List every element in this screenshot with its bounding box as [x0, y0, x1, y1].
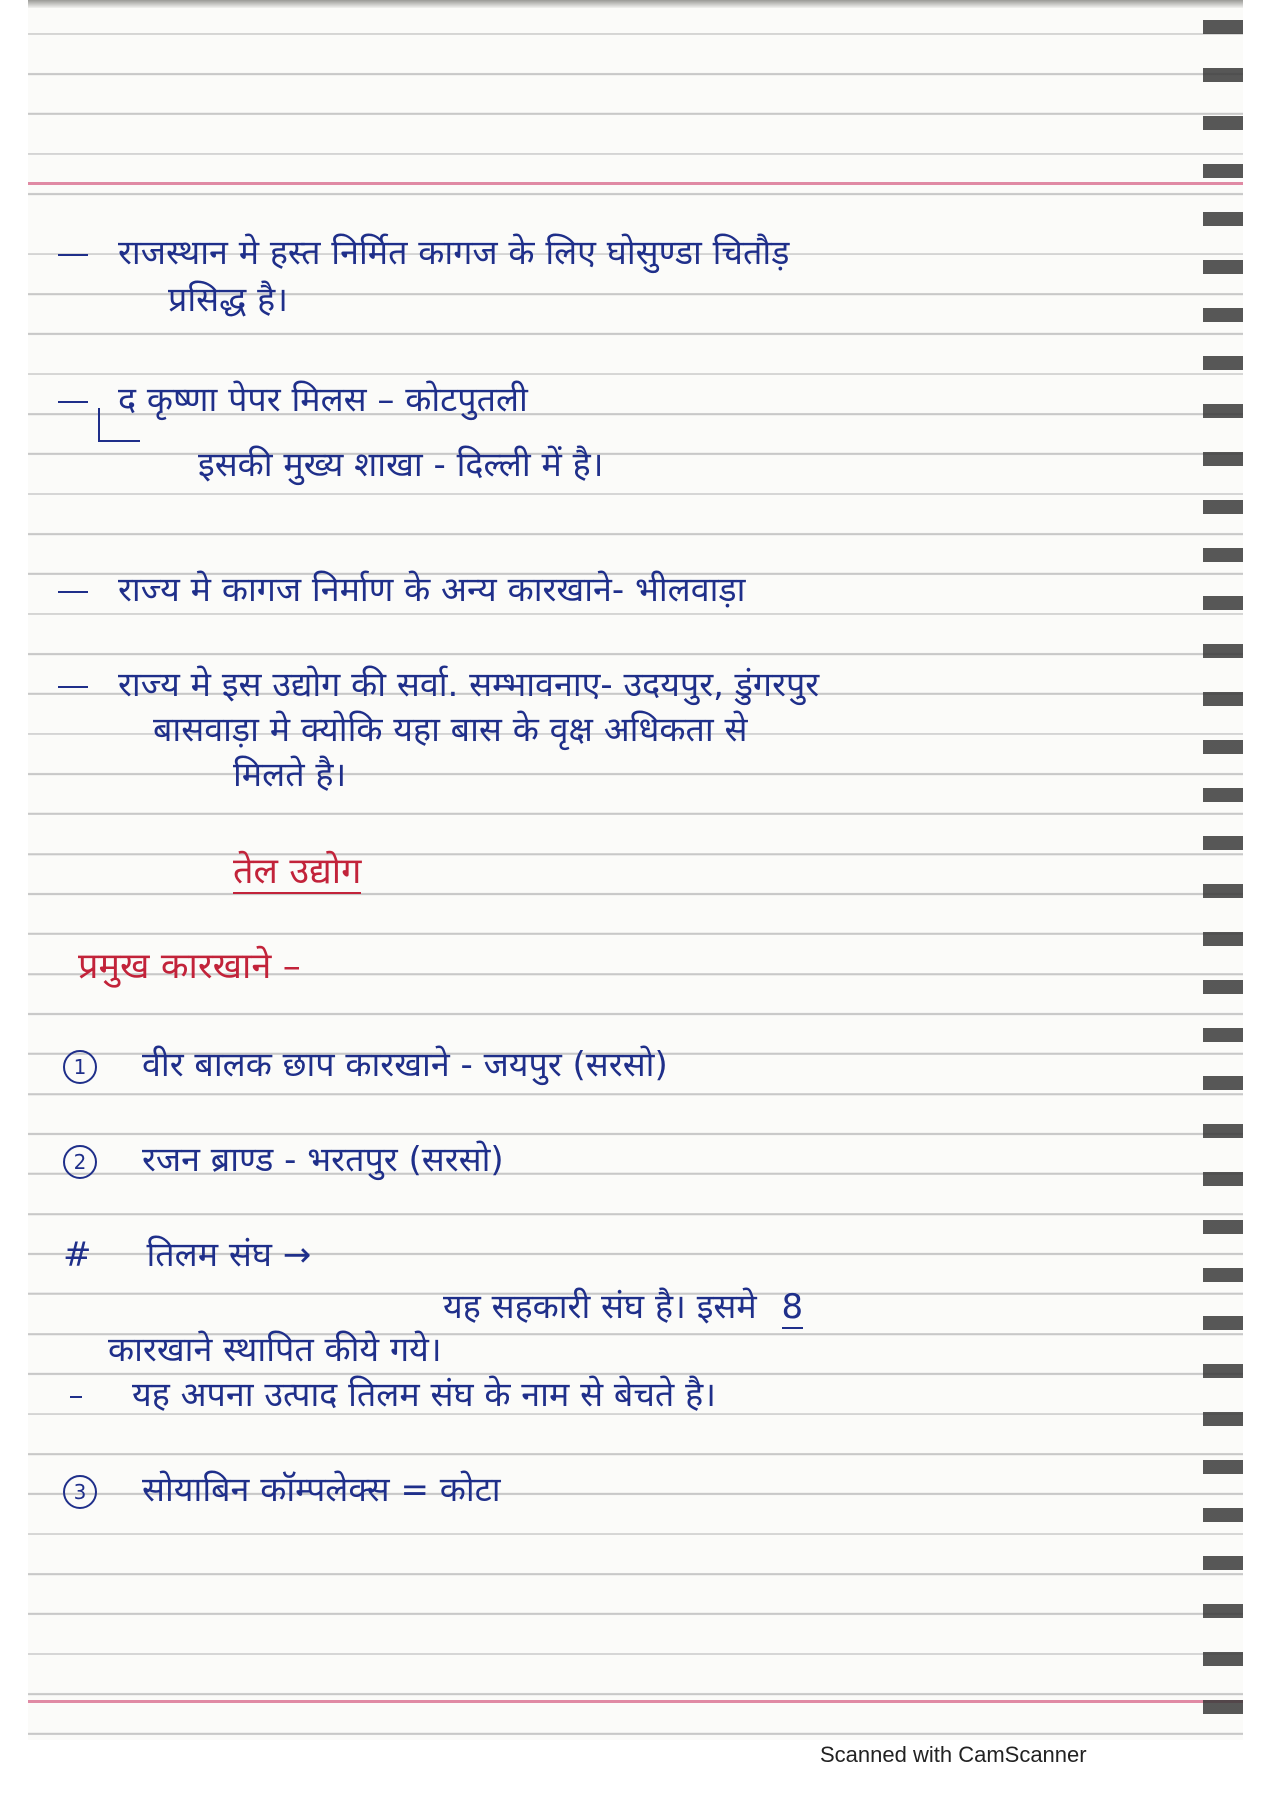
tilam-line-4: यह अपना उत्पाद तिलम संघ के नाम से बेचते है। [70, 1370, 716, 1416]
bullet-dash [58, 686, 88, 688]
sub-branch-bracket [98, 408, 140, 442]
list-item-1: 1 वीर बालक छाप कारखाने - जयपुर (सरसो) [63, 1040, 668, 1086]
tilam-sangh-heading: # तिलम संघ → [63, 1235, 312, 1275]
bullet-dash [58, 254, 88, 256]
spiral-binding [1203, 0, 1243, 1740]
note-line-4: राज्य मे इस उद्योग की सर्वा. सम्भावनाए- उदयपुर, डुंगरपुर [58, 660, 819, 706]
note-line-2b: इसकी मुख्य शाखा - दिल्ली में है। [198, 445, 604, 485]
tilam-line-3: कारखाने स्थापित कीये गये। [108, 1330, 442, 1370]
bullet-dash [70, 1396, 82, 1398]
section-subheading: प्रमुख कारखाने – [78, 946, 301, 987]
tilam-line-2: यह सहकारी संघ है। इसमे 8 [443, 1287, 804, 1327]
note-line-1: राजस्थान मे हस्त निर्मित कागज के लिए घोसुण्डा चितौड़ [58, 228, 789, 274]
section-heading: तेल उद्योग [233, 851, 362, 892]
hash-mark: # [63, 1235, 92, 1275]
note-line-1b: प्रसिद्ध है। [168, 280, 289, 320]
item-number-3: 3 [63, 1475, 97, 1509]
factory-count: 8 [781, 1287, 804, 1327]
top-margin-line [28, 182, 1243, 185]
bullet-dash [58, 401, 88, 403]
list-item-3: 3 सोयाबिन कॉम्पलेक्स = कोटा [63, 1465, 501, 1511]
note-line-4c: मिलते है। [233, 755, 347, 795]
note-line-4b: बासवाड़ा मे क्योकि यहा बास के वृक्ष अधिकता से [153, 710, 748, 750]
page-top-shadow [28, 0, 1243, 8]
notebook-page [28, 0, 1243, 1740]
camscanner-footer: Scanned with CamScanner [820, 1742, 1087, 1767]
list-item-2: 2 रजन ब्राण्ड - भरतपुर (सरसो) [63, 1135, 504, 1181]
bullet-dash [58, 591, 88, 593]
bottom-margin-line [28, 1700, 1243, 1703]
item-number-1: 1 [63, 1050, 97, 1084]
note-line-2: द कृष्णा पेपर मिलस – कोटपुतली [58, 375, 528, 421]
note-line-3: राज्य मे कागज निर्माण के अन्य कारखाने- भीलवाड़ा [58, 565, 745, 611]
item-number-2: 2 [63, 1145, 97, 1179]
